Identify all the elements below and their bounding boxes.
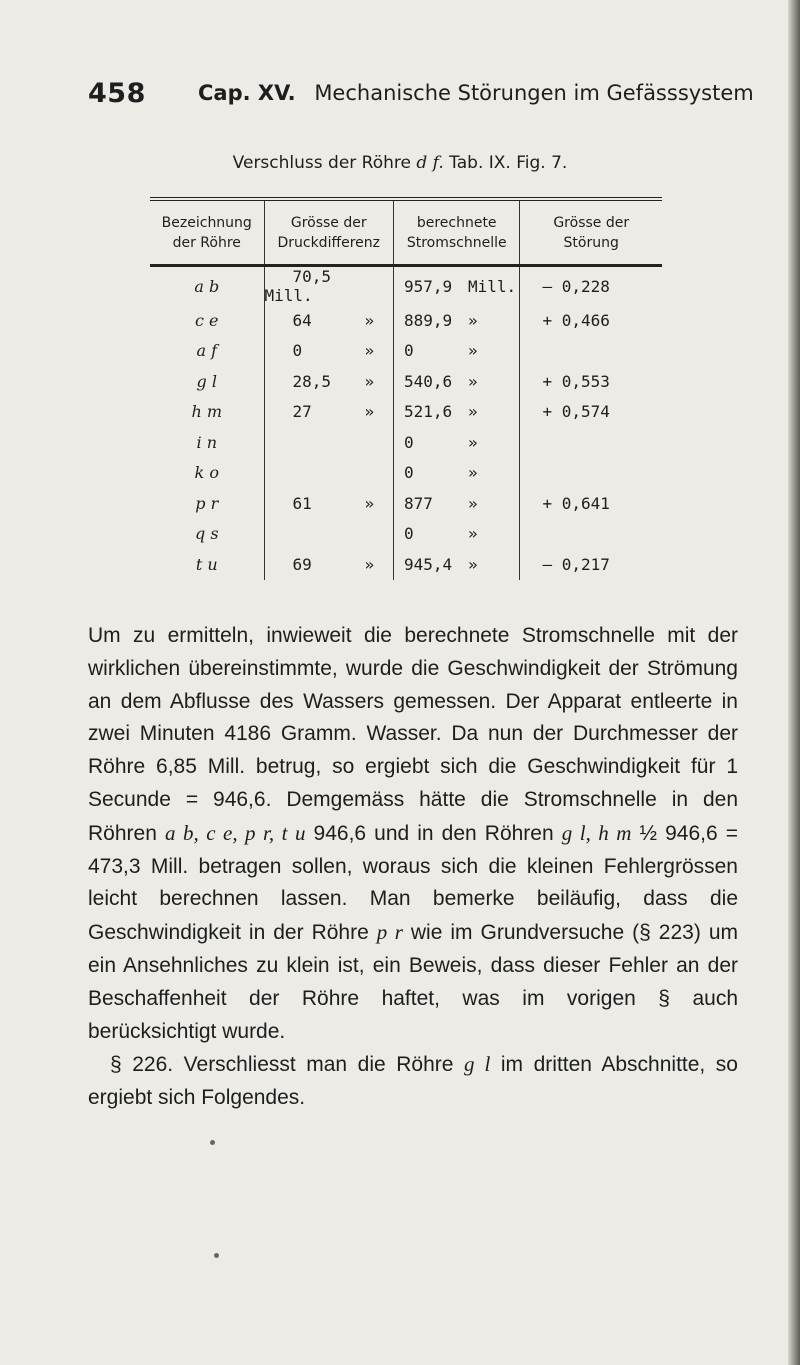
- pressure-unit: Mill.: [264, 286, 313, 305]
- speed-unit: »: [467, 402, 478, 422]
- pressure-value: 28,5: [292, 371, 332, 391]
- speed-value: 0: [403, 524, 414, 544]
- pressure-unit: »: [364, 341, 375, 361]
- text-run: wie im Grundversuche (§ 223) um ein Ansehnliches zu klein ist, ein Beweis, dass dieser Fehler an der Beschaffenheit der Röhre haftet, was im vorigen § auch berücksichtigt wurde.: [88, 921, 738, 1043]
- cell-pressure: [264, 366, 393, 397]
- text-run: Um zu ermitteln, inwieweit die berechnete Stromschnelle mit der wirklichen übereinstimmte, wurde die Geschwindigkeit der Strömung an dem Abflusse des Wassers gemessen. Der Apparat entleerte in zwei Minuten 4186 Gramm. Wasser. Da nun der Durchmesser der Röhre 6,85 Mill. betrug, so ergiebt sich die Geschwindigkeit für 1 Secunde = 946,6. Demgemäss hätte die Stromschnelle in den Röhren: [88, 624, 738, 845]
- speed-unit: Mill.: [467, 276, 517, 296]
- speed-value: 0: [403, 341, 414, 361]
- cell-disturbance: [520, 336, 662, 367]
- cell-tube: i n: [196, 432, 218, 452]
- cell-tube: h m: [191, 402, 223, 422]
- header-speed-line2: Stromschnelle: [406, 234, 507, 251]
- speed-unit: »: [467, 310, 478, 330]
- table-row: [150, 488, 662, 519]
- cell-disturbance: [520, 397, 662, 428]
- cell-disturbance: [520, 458, 662, 489]
- cell-disturbance: [520, 266, 662, 306]
- cell-pressure: [264, 305, 393, 336]
- cell-pressure: [264, 397, 393, 428]
- table-header-row: [150, 199, 662, 266]
- speed-unit: »: [467, 493, 478, 513]
- cell-tube: t u: [195, 554, 218, 574]
- header-tube-line2: der Röhre: [172, 234, 241, 251]
- header-disturbance-line2: Störung: [563, 234, 619, 251]
- italic-run: g l: [464, 1052, 491, 1077]
- chapter-title: Mechanische Störungen im Gefässsystem: [314, 81, 754, 105]
- ink-speck: [214, 1253, 219, 1258]
- pressure-value: 69: [292, 554, 312, 574]
- speed-value: 0: [403, 432, 414, 452]
- speed-value: 540,6: [403, 371, 453, 391]
- header-tube: [150, 199, 264, 266]
- disturbance-value: + 0,574: [542, 402, 610, 422]
- cell-pressure: [264, 266, 393, 306]
- body-text: [88, 620, 738, 1115]
- text-run: 946,6 und in den Röhren: [313, 821, 554, 845]
- speed-unit: »: [467, 341, 478, 361]
- cell-pressure: [264, 519, 393, 550]
- table-row: [150, 305, 662, 336]
- cell-speed: [393, 519, 519, 550]
- cell-pressure: [264, 336, 393, 367]
- cell-speed: [393, 305, 519, 336]
- table-row: [150, 397, 662, 428]
- header-pressure-line1: Grösse der: [290, 214, 367, 231]
- text-run: im dritten Abschnitte, so ergiebt sich Folgendes.: [88, 1053, 738, 1110]
- speed-unit: »: [467, 463, 478, 483]
- header-speed-line1: berechnete: [416, 214, 497, 231]
- disturbance-value: + 0,466: [542, 310, 610, 330]
- italic-run: g l, h m: [561, 820, 632, 845]
- ink-speck: [210, 1140, 215, 1145]
- caption-italic: d f.: [416, 153, 444, 173]
- running-head: [198, 81, 754, 105]
- cell-tube: p r: [195, 493, 219, 513]
- table-row: [150, 336, 662, 367]
- cell-pressure: [264, 427, 393, 458]
- speed-unit: »: [467, 432, 478, 452]
- paragraph: [88, 620, 738, 1048]
- speed-value: 957,9: [403, 276, 453, 296]
- cell-speed: [393, 336, 519, 367]
- header-pressure-line2: Druckdifferenz: [277, 234, 381, 251]
- pressure-value: 64: [292, 310, 312, 330]
- pressure-value: 0: [292, 341, 303, 361]
- italic-run: p r: [376, 920, 403, 945]
- cell-speed: [393, 488, 519, 519]
- italic-run: a b, c e, p r, t u: [164, 820, 306, 845]
- cell-speed: [393, 397, 519, 428]
- chapter-label: Cap. XV.: [198, 81, 296, 105]
- text-run: ½ 946,6 = 473,3 Mill. betragen sollen, woraus sich die kleinen Fehlergrössen leicht berechnen lassen. Man bemerke beiläufig, dass die Geschwindigkeit in der Röhre: [88, 821, 739, 945]
- pressure-unit: »: [364, 554, 375, 574]
- cell-disturbance: [520, 366, 662, 397]
- cell-tube: g l: [196, 371, 217, 391]
- page-edge: [788, 0, 800, 1365]
- caption-suffix: Tab. IX. Fig. 7.: [449, 153, 568, 173]
- pressure-unit: »: [364, 310, 375, 330]
- cell-pressure: [264, 458, 393, 489]
- table-row: [150, 519, 662, 550]
- pressure-value: 27: [292, 402, 312, 422]
- text-run: § 226. Verschliesst man die Röhre: [110, 1053, 454, 1077]
- speed-value: 945,4: [403, 554, 453, 574]
- speed-unit: »: [467, 554, 478, 574]
- cell-tube: a f: [196, 341, 218, 361]
- cell-speed: [393, 549, 519, 580]
- speed-value: 877: [403, 493, 433, 513]
- cell-speed: [393, 266, 519, 306]
- caption-prefix: Verschluss der Röhre: [232, 153, 411, 173]
- cell-speed: [393, 458, 519, 489]
- header-speed: [393, 199, 519, 266]
- pressure-unit: »: [364, 371, 375, 391]
- speed-unit: »: [467, 524, 478, 544]
- cell-disturbance: [520, 488, 662, 519]
- disturbance-value: + 0,641: [542, 493, 610, 513]
- cell-disturbance: [520, 549, 662, 580]
- pressure-value: 61: [292, 493, 312, 513]
- speed-value: 521,6: [403, 402, 453, 422]
- data-table: [150, 197, 662, 580]
- cell-disturbance: [520, 305, 662, 336]
- table-caption: [0, 153, 800, 173]
- page-number: 458: [88, 78, 146, 109]
- pressure-unit: »: [364, 402, 375, 422]
- table-row: [150, 427, 662, 458]
- cell-pressure: [264, 488, 393, 519]
- cell-speed: [393, 366, 519, 397]
- paragraph: [88, 1048, 738, 1115]
- table-row: [150, 366, 662, 397]
- header-tube-line1: Bezeichnung: [161, 214, 252, 231]
- cell-disturbance: [520, 519, 662, 550]
- header-disturbance-line1: Grösse der: [553, 214, 630, 231]
- disturbance-value: — 0,217: [542, 554, 610, 574]
- speed-unit: »: [467, 371, 478, 391]
- table-row: [150, 458, 662, 489]
- cell-tube: k o: [194, 463, 219, 483]
- pressure-unit: »: [364, 493, 375, 513]
- cell-disturbance: [520, 427, 662, 458]
- table-row: [150, 549, 662, 580]
- header-pressure: [264, 199, 393, 266]
- disturbance-value: + 0,553: [542, 371, 610, 391]
- speed-value: 889,9: [403, 310, 453, 330]
- disturbance-value: — 0,228: [542, 276, 610, 296]
- cell-pressure: [264, 549, 393, 580]
- header-disturbance: [520, 199, 662, 266]
- table-row: [150, 266, 662, 306]
- cell-tube: c e: [195, 310, 219, 330]
- cell-speed: [393, 427, 519, 458]
- cell-tube: q s: [194, 524, 219, 544]
- speed-value: 0: [403, 463, 414, 483]
- cell-tube: a b: [194, 276, 220, 296]
- pressure-value: 70,5: [292, 267, 332, 286]
